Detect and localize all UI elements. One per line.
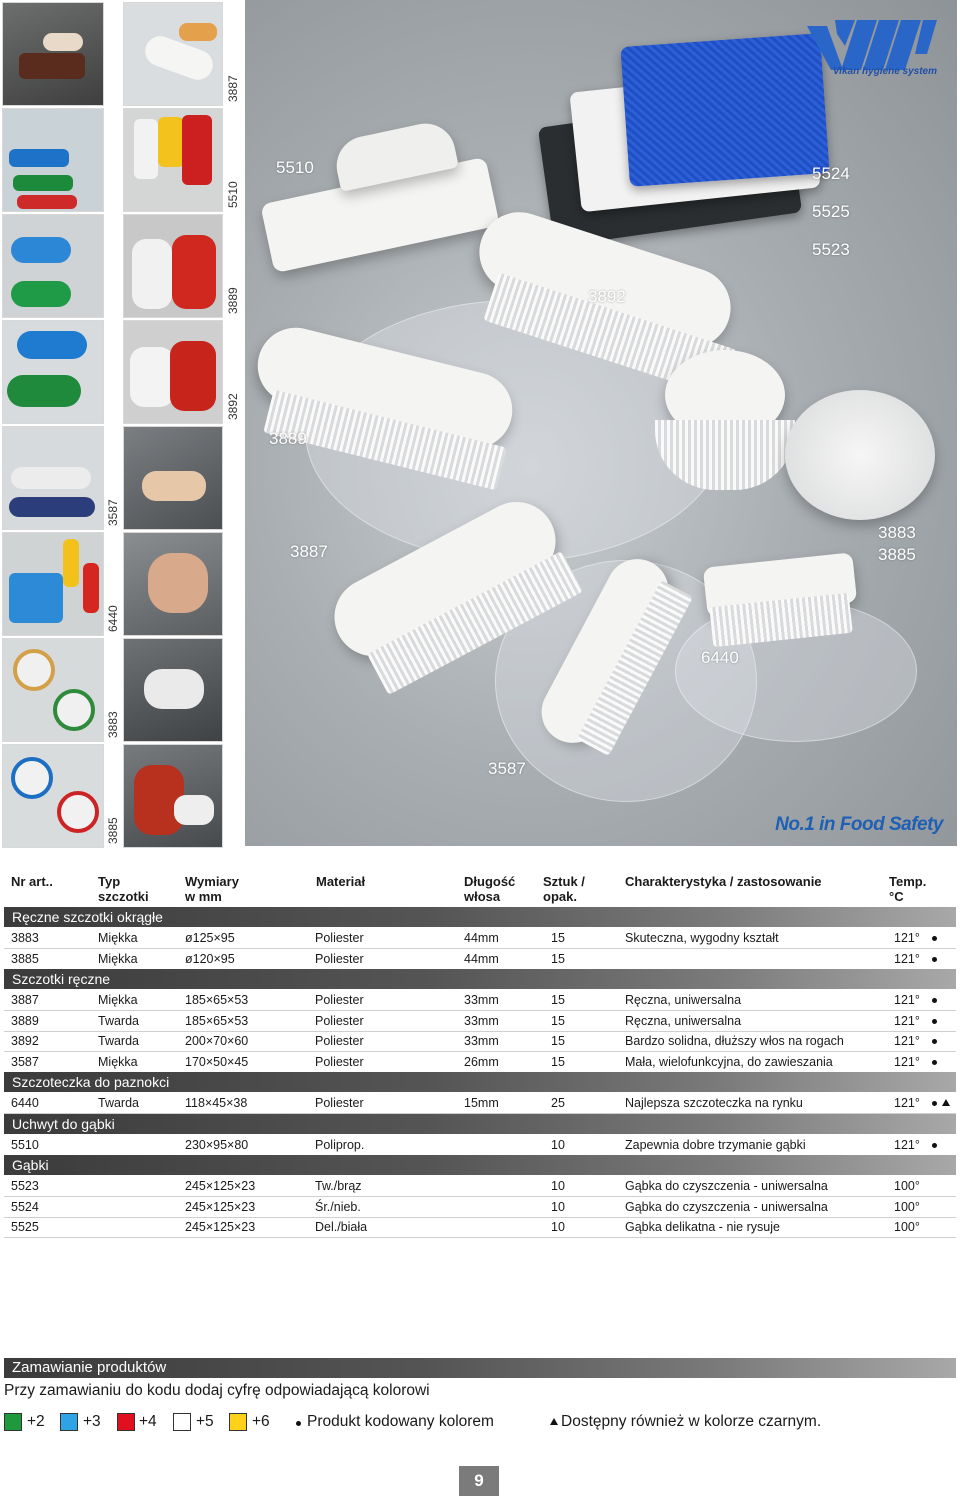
cell-char: Ręczna, uniwersalna <box>625 1013 742 1028</box>
bullet-dot-icon <box>296 1421 301 1426</box>
label-3887: 3887 <box>290 542 328 561</box>
cell-char: Bardzo solidna, dłuższy włos na rogach <box>625 1034 844 1048</box>
cell-temp: 121° <box>894 1137 920 1152</box>
cell-char: Ręczna, uniwersalna <box>625 993 742 1007</box>
cell-nr: 3892 <box>11 1034 39 1048</box>
photo-3587-brushes <box>2 426 104 530</box>
cell-wym: ø120×95 <box>185 951 235 966</box>
label-3883: 3883 <box>878 523 916 542</box>
cell-mat: Poliester <box>315 1013 364 1028</box>
cell-szt: 25 <box>551 1096 565 1110</box>
cell-temp: 100° <box>894 1199 920 1214</box>
thumb-label-3892 <box>223 320 243 422</box>
color-legend <box>4 1411 954 1435</box>
table-row <box>4 1052 956 1073</box>
cell-mat: Del./biała <box>315 1220 368 1234</box>
cell-mat: Poliprop. <box>315 1137 365 1152</box>
cell-typ: Miękka <box>98 931 138 945</box>
logo-text: Vikan hygiene system <box>832 66 937 77</box>
thumb-label: 3892 <box>226 393 240 420</box>
photo-3892-colors <box>123 320 223 424</box>
photo-5510-holders <box>2 108 104 212</box>
cell-char: Najlepsza szczoteczka na rynku <box>625 1096 803 1110</box>
color-coded-dot-icon <box>932 1019 937 1024</box>
thumb-label-3887 <box>223 2 243 104</box>
photo-3883-use <box>123 638 223 742</box>
color-code: +4 <box>139 1413 157 1430</box>
label-6440: 6440 <box>701 648 739 667</box>
cell-nr: 3883 <box>11 931 39 945</box>
cell-temp: 121° <box>894 993 920 1007</box>
table-row <box>4 1217 956 1238</box>
table-row <box>4 990 956 1011</box>
cell-dl: 26mm <box>464 1054 499 1069</box>
cell-temp: 121° <box>894 951 920 966</box>
table-row <box>4 928 956 949</box>
header-szt-2: opak. <box>543 889 577 904</box>
cell-typ: Twarda <box>98 1034 139 1048</box>
header-typ: Typ <box>98 874 121 889</box>
header-temp: Temp. <box>889 874 927 889</box>
label-5523: 5523 <box>812 240 850 259</box>
color-code: +2 <box>27 1413 45 1430</box>
cell-mat: Poliester <box>315 993 364 1007</box>
cell-szt: 10 <box>551 1199 565 1214</box>
table-row <box>4 1135 956 1156</box>
thumb-label-3883 <box>103 638 123 740</box>
color-swatch-blue <box>60 1413 78 1431</box>
cell-nr: 3885 <box>11 951 39 966</box>
label-3587: 3587 <box>488 759 526 778</box>
color-coded-dot-icon <box>932 936 937 941</box>
header-wym: Wymiary <box>185 874 239 889</box>
cell-temp: 100° <box>894 1179 920 1193</box>
photo-6440-use <box>123 532 223 636</box>
color-coded-dot-icon <box>932 1101 937 1106</box>
header-temp-2: °C <box>889 889 904 904</box>
table-row <box>4 1093 956 1114</box>
photo-6440-brushes <box>2 532 104 636</box>
section-header: Gąbki <box>4 1155 956 1175</box>
color-code: +3 <box>83 1413 101 1430</box>
cell-mat: Poliester <box>315 951 364 966</box>
cell-wym: 185×65×53 <box>185 1013 249 1028</box>
black-available-note: Dostępny również w kolorze czarnym. <box>561 1413 822 1430</box>
cell-temp: 121° <box>894 931 920 945</box>
color-coded-dot-icon <box>932 1039 937 1044</box>
color-coded-dot-icon <box>932 998 937 1003</box>
cell-szt: 10 <box>551 1179 565 1193</box>
label-3889: 3889 <box>269 429 307 448</box>
hero-product-photo <box>245 0 957 846</box>
cell-szt: 15 <box>551 1054 565 1069</box>
cell-typ: Twarda <box>98 1013 139 1028</box>
cell-temp: 121° <box>894 1054 920 1069</box>
table-row <box>4 949 956 970</box>
ordering-title: Zamawianie produktów <box>4 1358 956 1378</box>
photo-3887-brushes <box>123 2 223 106</box>
header-typ-2: szczotki <box>98 889 149 904</box>
cell-temp: 121° <box>894 1034 920 1048</box>
cell-nr: 5523 <box>11 1179 39 1193</box>
thumb-label: 3587 <box>106 499 120 526</box>
cell-nr: 5524 <box>11 1199 39 1214</box>
cell-wym: 118×45×38 <box>185 1096 248 1110</box>
label-3885: 3885 <box>878 545 916 564</box>
label-5524: 5524 <box>812 164 850 183</box>
cell-wym: 200×70×60 <box>185 1034 249 1048</box>
thumb-label-3885 <box>103 744 123 846</box>
cell-szt: 15 <box>551 951 565 966</box>
thumb-label-5510 <box>223 108 243 210</box>
tagline: No.1 in Food Safety <box>775 814 943 835</box>
color-coded-note: Produkt kodowany kolorem <box>307 1413 494 1430</box>
cell-dl: 33mm <box>464 1034 499 1048</box>
cell-mat: Poliester <box>315 1054 364 1069</box>
color-swatch-green <box>4 1413 22 1431</box>
table-row <box>4 1011 956 1032</box>
label-5525: 5525 <box>812 202 850 221</box>
cell-dl: 33mm <box>464 1013 499 1028</box>
header-dl-2: włosa <box>464 889 501 904</box>
color-code: +6 <box>252 1413 270 1430</box>
photo-3885-use <box>123 744 223 848</box>
cell-wym: 245×125×23 <box>185 1220 256 1234</box>
cell-nr: 3587 <box>11 1054 39 1069</box>
cell-nr: 5525 <box>11 1220 39 1234</box>
header-mat: Materiał <box>316 874 366 889</box>
cell-nr: 3887 <box>11 993 39 1007</box>
cell-wym: 230×95×80 <box>185 1137 249 1152</box>
cell-char: Gąbka do czyszczenia - uniwersalna <box>625 1199 828 1214</box>
cell-wym: 185×65×53 <box>185 993 249 1007</box>
cell-wym: ø125×95 <box>185 931 235 945</box>
color-coded-dot-icon <box>932 1060 937 1065</box>
color-swatch-yellow <box>229 1413 247 1431</box>
table-row <box>4 1197 956 1218</box>
cell-szt: 15 <box>551 1034 565 1048</box>
cell-temp: 121° <box>894 1013 920 1028</box>
table-header <box>0 872 960 908</box>
cell-char: Mała, wielofunkcyjna, do zawieszania <box>625 1054 833 1069</box>
photo-3587-use <box>123 426 223 530</box>
cell-temp: 121° <box>894 1096 920 1110</box>
cell-wym: 245×125×23 <box>185 1179 256 1193</box>
cell-typ: Miękka <box>98 951 138 966</box>
cell-mat: Poliester <box>315 1096 364 1110</box>
cell-mat: Śr./nieb. <box>315 1199 361 1214</box>
cell-dl: 44mm <box>464 931 499 945</box>
section-header: Szczotki ręczne <box>4 969 956 989</box>
cell-szt: 10 <box>551 1137 565 1152</box>
cell-typ: Twarda <box>98 1096 139 1110</box>
color-swatch-red <box>117 1413 135 1431</box>
photo-3889-brushes <box>2 214 104 318</box>
triangle-icon <box>550 1418 558 1425</box>
thumb-label: 5510 <box>226 181 240 208</box>
cell-mat: Tw./brąz <box>315 1179 362 1193</box>
cell-char: Skuteczna, wygodny kształt <box>625 931 779 945</box>
ordering-text: Przy zamawianiu do kodu dodaj cyfrę odpowiadającą kolorowi <box>4 1382 430 1399</box>
thumb-label-3587 <box>103 426 123 528</box>
photo-3889-colors <box>123 214 223 318</box>
label-3892: 3892 <box>588 287 626 306</box>
cell-temp: 100° <box>894 1220 920 1234</box>
cell-wym: 245×125×23 <box>185 1199 256 1214</box>
cell-dl: 44mm <box>464 951 499 966</box>
thumb-label: 3885 <box>106 817 120 844</box>
cell-char: Zapewnia dobre trzymanie gąbki <box>625 1137 806 1152</box>
photo-sponge-holder-use <box>2 2 104 106</box>
cell-nr: 5510 <box>11 1137 39 1152</box>
color-swatch-white <box>173 1413 191 1431</box>
header-char: Charakterystyka / zastosowanie <box>625 874 822 889</box>
cell-char: Gąbka delikatna - nie rysuje <box>625 1220 780 1234</box>
header-wym-2: w mm <box>185 889 222 904</box>
thumb-label-6440 <box>103 532 123 634</box>
section-header: Szczoteczka do paznokci <box>4 1072 956 1092</box>
cell-nr: 6440 <box>11 1096 39 1110</box>
thumb-label: 6440 <box>106 605 120 632</box>
cell-szt: 15 <box>551 931 565 945</box>
header-nr: Nr art.. <box>11 874 53 889</box>
section-header: Ręczne szczotki okrągłe <box>4 907 956 927</box>
cell-nr: 3889 <box>11 1013 39 1028</box>
photo-3883-brushes <box>2 638 104 742</box>
color-code: +5 <box>196 1413 214 1430</box>
color-coded-dot-icon <box>932 957 937 962</box>
label-5510: 5510 <box>276 158 314 177</box>
cell-szt: 10 <box>551 1220 565 1234</box>
thumb-label: 3887 <box>226 75 240 102</box>
photo-3885-brushes <box>2 744 104 848</box>
thumb-label-3889 <box>223 214 243 316</box>
photo-5510-colors <box>123 108 223 212</box>
cell-mat: Poliester <box>315 931 364 945</box>
round-brush-3885 <box>785 390 935 520</box>
cell-mat: Poliester <box>315 1034 364 1048</box>
cell-dl: 33mm <box>464 993 499 1007</box>
thumb-label: 3883 <box>106 711 120 738</box>
header-szt: Sztuk / <box>543 874 585 889</box>
cell-wym: 170×50×45 <box>185 1054 249 1069</box>
section-header: Uchwyt do gąbki <box>4 1114 956 1134</box>
black-available-triangle-icon <box>942 1099 950 1106</box>
cell-szt: 15 <box>551 993 565 1007</box>
color-coded-dot-icon <box>932 1143 937 1148</box>
page-number: 9 <box>459 1466 499 1496</box>
cell-dl: 15mm <box>464 1096 499 1110</box>
cell-typ: Miękka <box>98 993 138 1007</box>
table-row <box>4 1176 956 1197</box>
thumb-label: 3889 <box>226 287 240 314</box>
cell-char: Gąbka do czyszczenia - uniwersalna <box>625 1179 828 1193</box>
photo-3892-brushes <box>2 320 104 424</box>
header-dl: Długość <box>464 874 516 889</box>
table-row <box>4 1031 956 1052</box>
cell-typ: Miękka <box>98 1054 138 1069</box>
cell-szt: 15 <box>551 1013 565 1028</box>
